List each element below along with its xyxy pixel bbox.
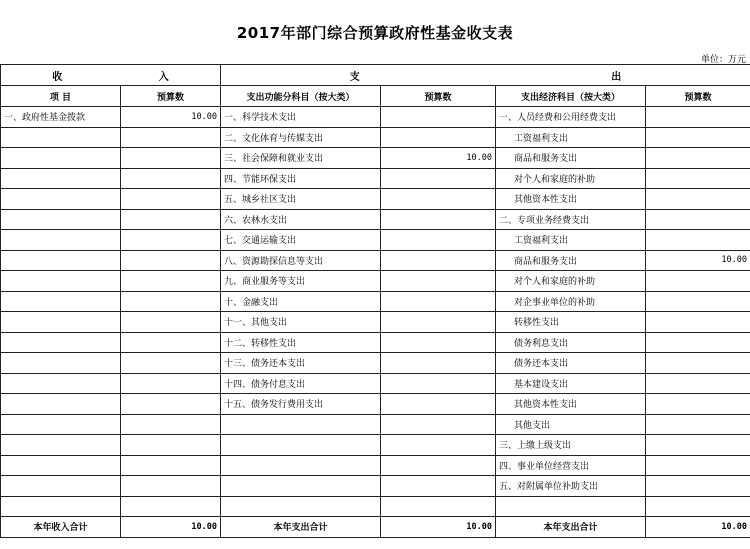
income-amount-cell	[121, 291, 221, 312]
income-cell	[1, 496, 121, 517]
table-row	[1, 209, 750, 230]
col-econ-header: 支出经济科目（按大类）	[496, 86, 646, 107]
econ-cell: 其他支出	[496, 414, 646, 435]
func-cell: 十一、其他支出	[221, 312, 381, 333]
econ-amount-cell	[646, 332, 750, 353]
table-body	[1, 107, 750, 517]
table-row	[1, 148, 750, 169]
func-cell: 十三、债务还本支出	[221, 353, 381, 374]
expense-header-b: 出	[611, 71, 622, 83]
table-row	[1, 250, 750, 271]
func-amount-cell	[381, 394, 496, 415]
econ-cell: 一、人员经费和公用经费支出	[496, 107, 646, 128]
unit-label: 单位：万元	[700, 55, 746, 65]
income-amount-cell	[121, 127, 221, 148]
income-cell	[1, 455, 121, 476]
income-cell: 一、政府性基金拨款	[1, 107, 121, 128]
func-cell: 三、社会保障和就业支出	[221, 148, 381, 169]
table-row	[1, 271, 750, 292]
income-amount-cell	[121, 189, 221, 210]
func-amount-cell	[381, 107, 496, 128]
func-cell	[221, 476, 381, 497]
econ-cell: 三、上缴上级支出	[496, 435, 646, 456]
income-cell	[1, 148, 121, 169]
table-row	[1, 496, 750, 517]
income-cell	[1, 414, 121, 435]
econ-amount-cell	[646, 209, 750, 230]
econ-cell	[496, 496, 646, 517]
table-row	[1, 455, 750, 476]
econ-cell: 其他资本性支出	[496, 394, 646, 415]
income-amount-cell: 10.00	[121, 107, 221, 128]
income-cell	[1, 394, 121, 415]
econ-cell: 四、事业单位经营支出	[496, 455, 646, 476]
income-amount-cell	[121, 455, 221, 476]
income-cell	[1, 250, 121, 271]
econ-amount-cell	[646, 148, 750, 169]
func-cell: 十四、债务付息支出	[221, 373, 381, 394]
col-item-header: 项 目	[1, 86, 121, 107]
econ-cell: 商品和服务支出	[496, 148, 646, 169]
total-income-amount: 10.00	[121, 517, 221, 538]
total-row	[1, 517, 750, 538]
expense-header	[221, 65, 750, 86]
income-amount-cell	[121, 496, 221, 517]
table-row	[1, 394, 750, 415]
table-row	[1, 168, 750, 189]
func-amount-cell	[381, 353, 496, 374]
func-cell: 七、交通运输支出	[221, 230, 381, 251]
econ-cell: 转移性支出	[496, 312, 646, 333]
econ-amount-cell	[646, 373, 750, 394]
table-row	[1, 189, 750, 210]
econ-amount-cell: 10.00	[646, 250, 750, 271]
income-cell	[1, 189, 121, 210]
econ-amount-cell	[646, 168, 750, 189]
func-cell: 十、金融支出	[221, 291, 381, 312]
income-cell	[1, 291, 121, 312]
income-cell	[1, 373, 121, 394]
income-amount-cell	[121, 414, 221, 435]
econ-amount-cell	[646, 312, 750, 333]
func-amount-cell	[381, 271, 496, 292]
col-budget2-header: 预算数	[381, 86, 496, 107]
econ-amount-cell	[646, 107, 750, 128]
func-cell: 二、文化体育与传媒支出	[221, 127, 381, 148]
func-amount-cell	[381, 476, 496, 497]
total-func-amount: 10.00	[381, 517, 496, 538]
func-cell	[221, 435, 381, 456]
func-cell: 八、资源勘探信息等支出	[221, 250, 381, 271]
func-cell: 四、节能环保支出	[221, 168, 381, 189]
econ-amount-cell	[646, 127, 750, 148]
col-budget1-header: 预算数	[121, 86, 221, 107]
table-row	[1, 291, 750, 312]
income-amount-cell	[121, 373, 221, 394]
income-cell	[1, 435, 121, 456]
header-row-2	[1, 86, 750, 107]
table-row	[1, 332, 750, 353]
col-budget3-header: 预算数	[646, 86, 750, 107]
func-cell: 五、城乡社区支出	[221, 189, 381, 210]
income-amount-cell	[121, 435, 221, 456]
income-header-b: 入	[158, 71, 169, 83]
econ-cell: 工资福利支出	[496, 127, 646, 148]
func-amount-cell	[381, 250, 496, 271]
func-cell	[221, 414, 381, 435]
income-cell	[1, 332, 121, 353]
func-amount-cell	[381, 291, 496, 312]
func-amount-cell	[381, 414, 496, 435]
income-cell	[1, 312, 121, 333]
income-amount-cell	[121, 209, 221, 230]
income-cell	[1, 209, 121, 230]
func-cell	[221, 455, 381, 476]
econ-amount-cell	[646, 271, 750, 292]
econ-amount-cell	[646, 353, 750, 374]
func-amount-cell: 10.00	[381, 148, 496, 169]
income-header	[1, 65, 221, 86]
func-amount-cell	[381, 496, 496, 517]
table-row	[1, 414, 750, 435]
income-amount-cell	[121, 353, 221, 374]
income-cell	[1, 168, 121, 189]
func-amount-cell	[381, 168, 496, 189]
table-row	[1, 435, 750, 456]
econ-amount-cell	[646, 291, 750, 312]
econ-amount-cell	[646, 435, 750, 456]
econ-cell: 对个人和家庭的补助	[496, 271, 646, 292]
econ-amount-cell	[646, 455, 750, 476]
income-cell	[1, 230, 121, 251]
econ-cell: 对企事业单位的补助	[496, 291, 646, 312]
econ-cell: 债务利息支出	[496, 332, 646, 353]
func-amount-cell	[381, 435, 496, 456]
table-row	[1, 476, 750, 497]
table-row	[1, 312, 750, 333]
income-cell	[1, 353, 121, 374]
func-cell: 十二、转移性支出	[221, 332, 381, 353]
func-cell: 九、商业服务等支出	[221, 271, 381, 292]
table-row	[1, 353, 750, 374]
total-func-label: 本年支出合计	[221, 517, 381, 538]
func-amount-cell	[381, 312, 496, 333]
econ-amount-cell	[646, 394, 750, 415]
total-econ-amount: 10.00	[646, 517, 750, 538]
table-row	[1, 373, 750, 394]
func-amount-cell	[381, 189, 496, 210]
econ-cell: 二、专项业务经费支出	[496, 209, 646, 230]
econ-amount-cell	[646, 414, 750, 435]
col-func-header: 支出功能分科目（按大类）	[221, 86, 381, 107]
income-amount-cell	[121, 168, 221, 189]
econ-cell: 对个人和家庭的补助	[496, 168, 646, 189]
income-amount-cell	[121, 312, 221, 333]
econ-amount-cell	[646, 230, 750, 251]
func-amount-cell	[381, 332, 496, 353]
income-amount-cell	[121, 271, 221, 292]
econ-cell: 其他资本性支出	[496, 189, 646, 210]
econ-cell: 商品和服务支出	[496, 250, 646, 271]
econ-cell: 工资福利支出	[496, 230, 646, 251]
budget-table	[0, 64, 750, 538]
income-amount-cell	[121, 332, 221, 353]
total-income-label: 本年收入合计	[1, 517, 121, 538]
econ-amount-cell	[646, 496, 750, 517]
table-row	[1, 230, 750, 251]
total-econ-label: 本年支出合计	[496, 517, 646, 538]
header-row-1	[1, 65, 750, 86]
table-row	[1, 127, 750, 148]
income-amount-cell	[121, 230, 221, 251]
econ-amount-cell	[646, 476, 750, 497]
income-header-a: 收	[52, 71, 63, 83]
econ-cell: 基本建设支出	[496, 373, 646, 394]
table-row	[1, 107, 750, 128]
income-cell	[1, 127, 121, 148]
func-cell: 一、科学技术支出	[221, 107, 381, 128]
func-amount-cell	[381, 209, 496, 230]
func-cell: 六、农林水支出	[221, 209, 381, 230]
econ-amount-cell	[646, 189, 750, 210]
econ-cell: 五、对附属单位补助支出	[496, 476, 646, 497]
func-amount-cell	[381, 373, 496, 394]
econ-cell: 债务还本支出	[496, 353, 646, 374]
func-cell: 十五、债务发行费用支出	[221, 394, 381, 415]
page-title: 2017年部门综合预算政府性基金收支表	[236, 24, 514, 42]
income-cell	[1, 476, 121, 497]
func-amount-cell	[381, 230, 496, 251]
income-amount-cell	[121, 476, 221, 497]
func-cell	[221, 496, 381, 517]
income-amount-cell	[121, 394, 221, 415]
expense-header-a: 支	[349, 71, 360, 83]
income-amount-cell	[121, 250, 221, 271]
income-amount-cell	[121, 148, 221, 169]
func-amount-cell	[381, 455, 496, 476]
func-amount-cell	[381, 127, 496, 148]
income-cell	[1, 271, 121, 292]
